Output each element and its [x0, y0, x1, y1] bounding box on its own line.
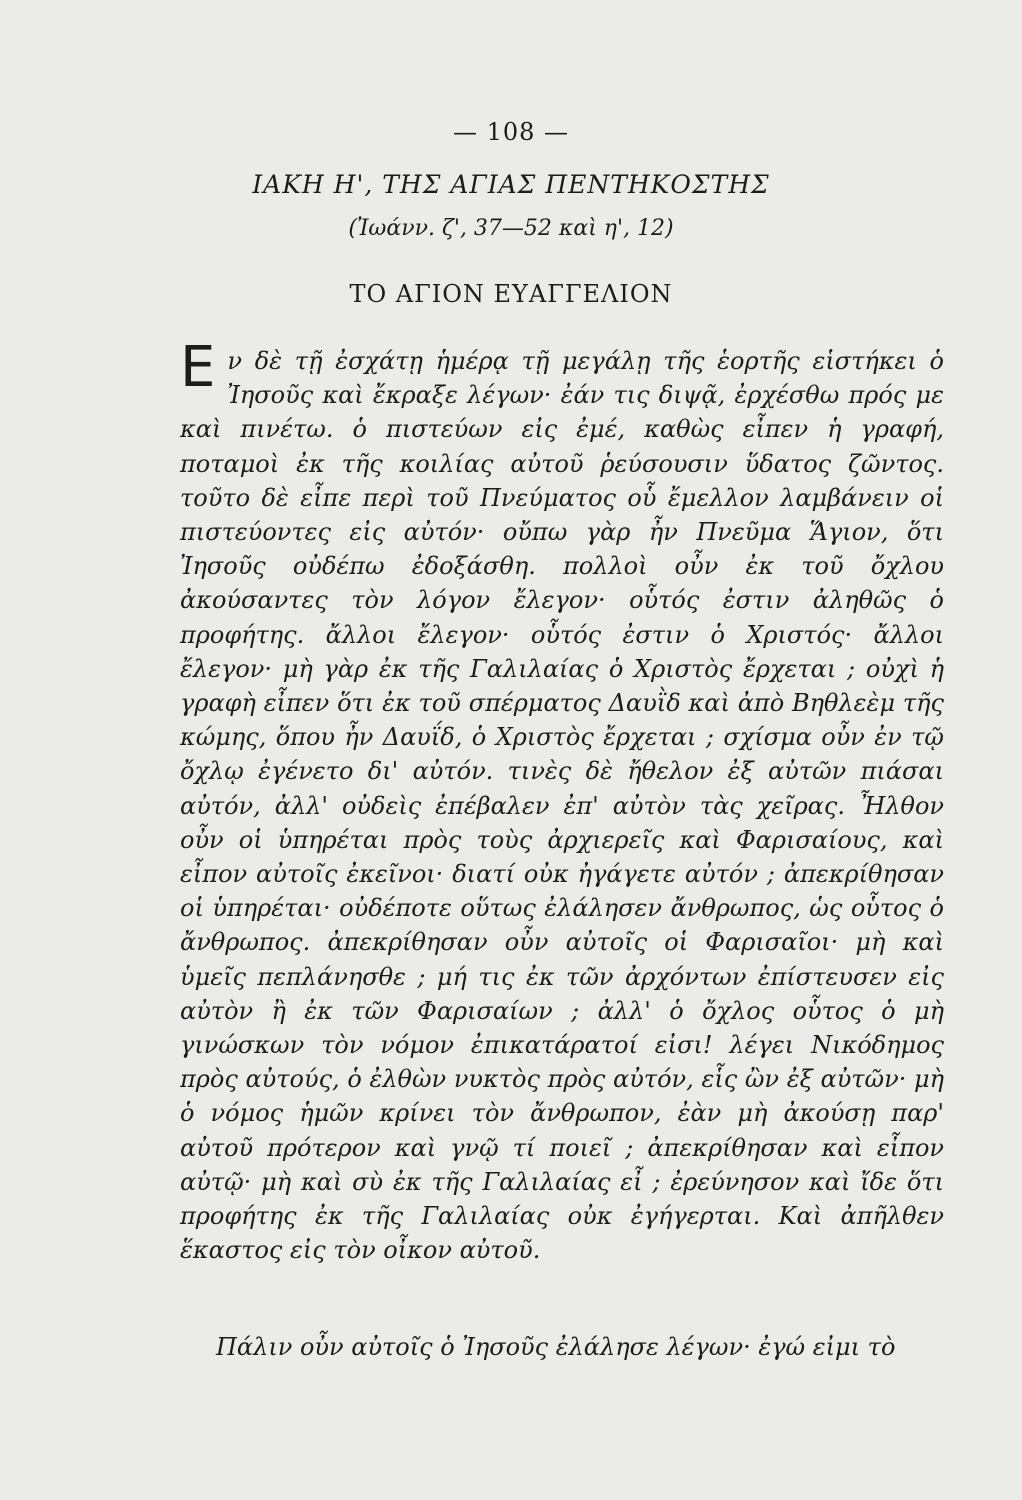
- next-paragraph: Πάλιν οὖν αὐτοῖς ὁ Ἰησοῦς ἐλάλησε λέγων· ἐγώ εἰμι τὸ: [216, 1333, 896, 1361]
- section-heading: ΤΟ ΑΓΙΟΝ ΕΥΑΓΓΕΛΙΟΝ: [349, 280, 673, 308]
- page-number: — 108 —: [452, 118, 570, 146]
- gospel-paragraph: [180, 335, 944, 1267]
- page-title: ΙΑΚΗ Η', ΤΗΣ ΑΓΙΑΣ ΠΕΝΤΗΚΟΣΤΗΣ: [252, 170, 770, 199]
- drop-cap: Ε: [180, 335, 216, 400]
- scripture-reference: (Ἰωάνν. ζ', 37—52 καὶ η', 12): [348, 216, 674, 241]
- gospel-paragraph-text: ν δὲ τῇ ἐσχάτῃ ἡμέρᾳ τῇ μεγάλῃ τῆς ἑορτῆς εἱστήκει ὁ Ἰησοῦς καὶ ἔκραξε λέγων· ἐάν τις διψᾷ, ἐρχέσθω πρός με καὶ πινέτω. ὁ πιστεύων εἰς ἐμέ, καθὼς εἶπεν ἡ γραφή, ποταμοὶ ἐκ τῆς κοιλίας αὐτοῦ ῥεύσουσιν ὕδατος ζῶντος. τοῦτο δὲ εἶπε περὶ τοῦ Πνεύματος οὗ ἔμελλον λαμβάνειν οἱ πιστεύοντες εἰς αὐτόν· οὔπω γὰρ ἦν Πνεῦμα Ἅγιον, ὅτι Ἰησοῦς οὐδέπω ἐδοξάσθη. πολλοὶ οὖν ἐκ τοῦ ὄχλου ἀκούσαντες τὸν λόγον ἔλεγον· οὗτός ἐστιν ἀληθῶς ὁ προφήτης. ἄλλοι ἔλεγον· οὗτός ἐστιν ὁ Χριστός· ἄλλοι ἔλεγον· μὴ γὰρ ἐκ τῆς Γαλιλαίας ὁ Χριστὸς ἔρχεται ; οὐχὶ ἡ γραφὴ εἶπεν ὅτι ἐκ τοῦ σπέρματος Δαυῒδ καὶ ἀπὸ Βηθλεὲμ τῆς κώμης, ὅπου ἦν Δαυΐδ, ὁ Χριστὸς ἔρχεται ; σχίσμα οὖν ἐν τῷ ὄχλῳ ἐγένετο δι' αὐτόν. τινὲς δὲ ἤθελον ἐξ αὐτῶν πιάσαι αὐτόν, ἀλλ' οὐδεὶς ἐπέβαλεν ἐπ' αὐτὸν τὰς χεῖρας. Ἦλθον οὖν οἱ ὑπηρέται πρὸς τοὺς ἀρχιερεῖς καὶ Φαρισαίους, καὶ εἶπον αὐτοῖς ἐκεῖνοι· διατί οὐκ ἠγάγετε αὐτόν ; ἀπεκρίθησαν οἱ ὑπηρέται· οὐδέποτε οὕτως ἐλάλησεν ἄνθρωπος, ὡς οὗτος ὁ ἄνθρωπος. ἀπεκρίθησαν οὖν αὐτοῖς οἱ Φαρισαῖοι· μὴ καὶ ὑμεῖς πεπλάνησθε ; μή τις ἐκ τῶν ἀρχόντων ἐπίστευσεν εἰς αὐτὸν ἢ ἐκ τῶν Φαρισαίων ; ἀλλ' ὁ ὄχλος οὗτος ὁ μὴ γινώσκων τὸν νόμον ἐπικατάρατοί εἰσι! λέγει Νικόδημος πρὸς αὐτούς, ὁ ἐλθὼν νυκτὸς πρὸς αὐτόν, εἷς ὢν ἐξ αὐτῶν· μὴ ὁ νόμος ἡμῶν κρίνει τὸν ἄνθρωπον, ἐὰν μὴ ἀκούσῃ παρ' αὐτοῦ πρότερον καὶ γνῷ τί ποιεῖ ; ἀπεκρίθησαν καὶ εἶπον αὐτῷ· μὴ καὶ σὺ ἐκ τῆς Γαλιλαίας εἶ ; ἐρεύνησον καὶ ἴδε ὅτι προφήτης ἐκ τῆς Γαλιλαίας οὐκ ἐγήγερται. Καὶ ἀπῆλθεν ἕκαστος εἰς τὸν οἶκον αὐτοῦ.: [180, 347, 944, 1265]
